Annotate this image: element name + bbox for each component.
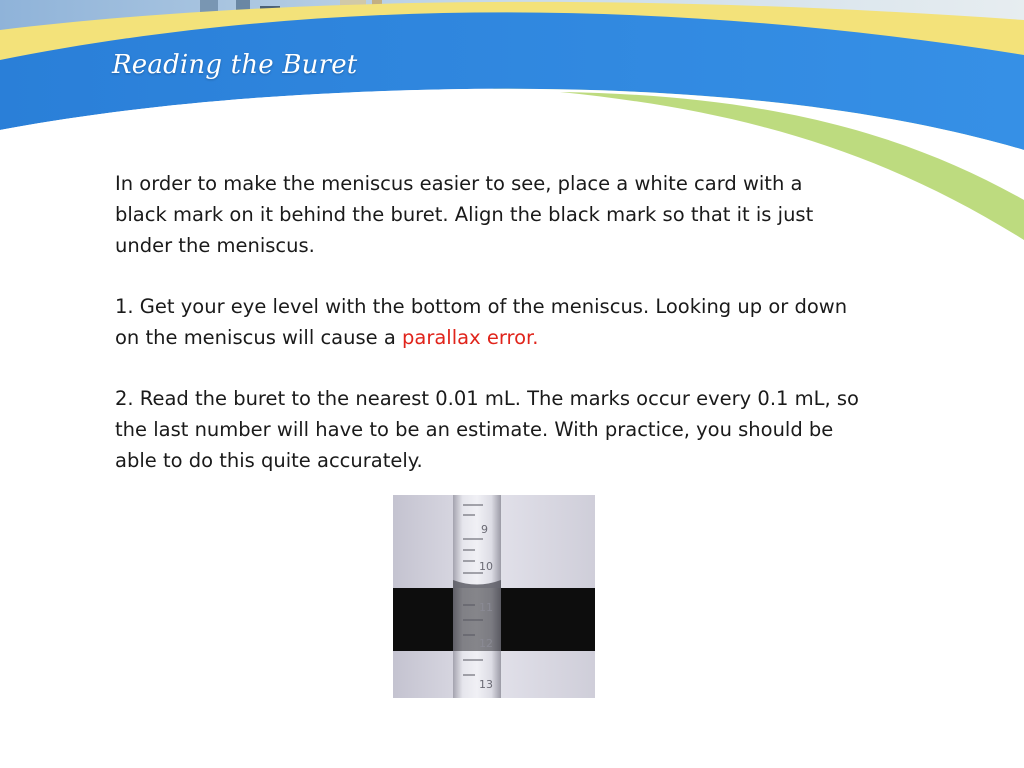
- step-2-paragraph: 2. Read the buret to the nearest 0.01 mL. The marks occur every 0.1 mL, so the last number will have to be an estimate. With practice, you should be able to do this quite accurately.: [115, 387, 859, 472]
- slide-body: [115, 168, 860, 506]
- tick-label-9: 9: [481, 523, 488, 536]
- tick-label-13: 13: [479, 678, 493, 691]
- parallax-error-highlight: parallax error.: [402, 326, 539, 349]
- step-1-paragraph: [115, 291, 860, 353]
- step-1-text: 1. Get your eye level with the bottom of the meniscus. Looking up or down on the meniscus will cause a: [115, 295, 848, 349]
- tick-label-10: 10: [479, 560, 493, 573]
- buret-meniscus-photo: [393, 495, 595, 698]
- slide-title: Reading the Buret: [112, 50, 358, 80]
- tick-label-12: 12: [479, 637, 493, 650]
- intro-paragraph: In order to make the meniscus easier to see, place a white card with a black mark on it behind the buret. Align the black mark so that it is just under the meniscus.: [115, 172, 814, 257]
- tick-label-11: 11: [479, 601, 493, 614]
